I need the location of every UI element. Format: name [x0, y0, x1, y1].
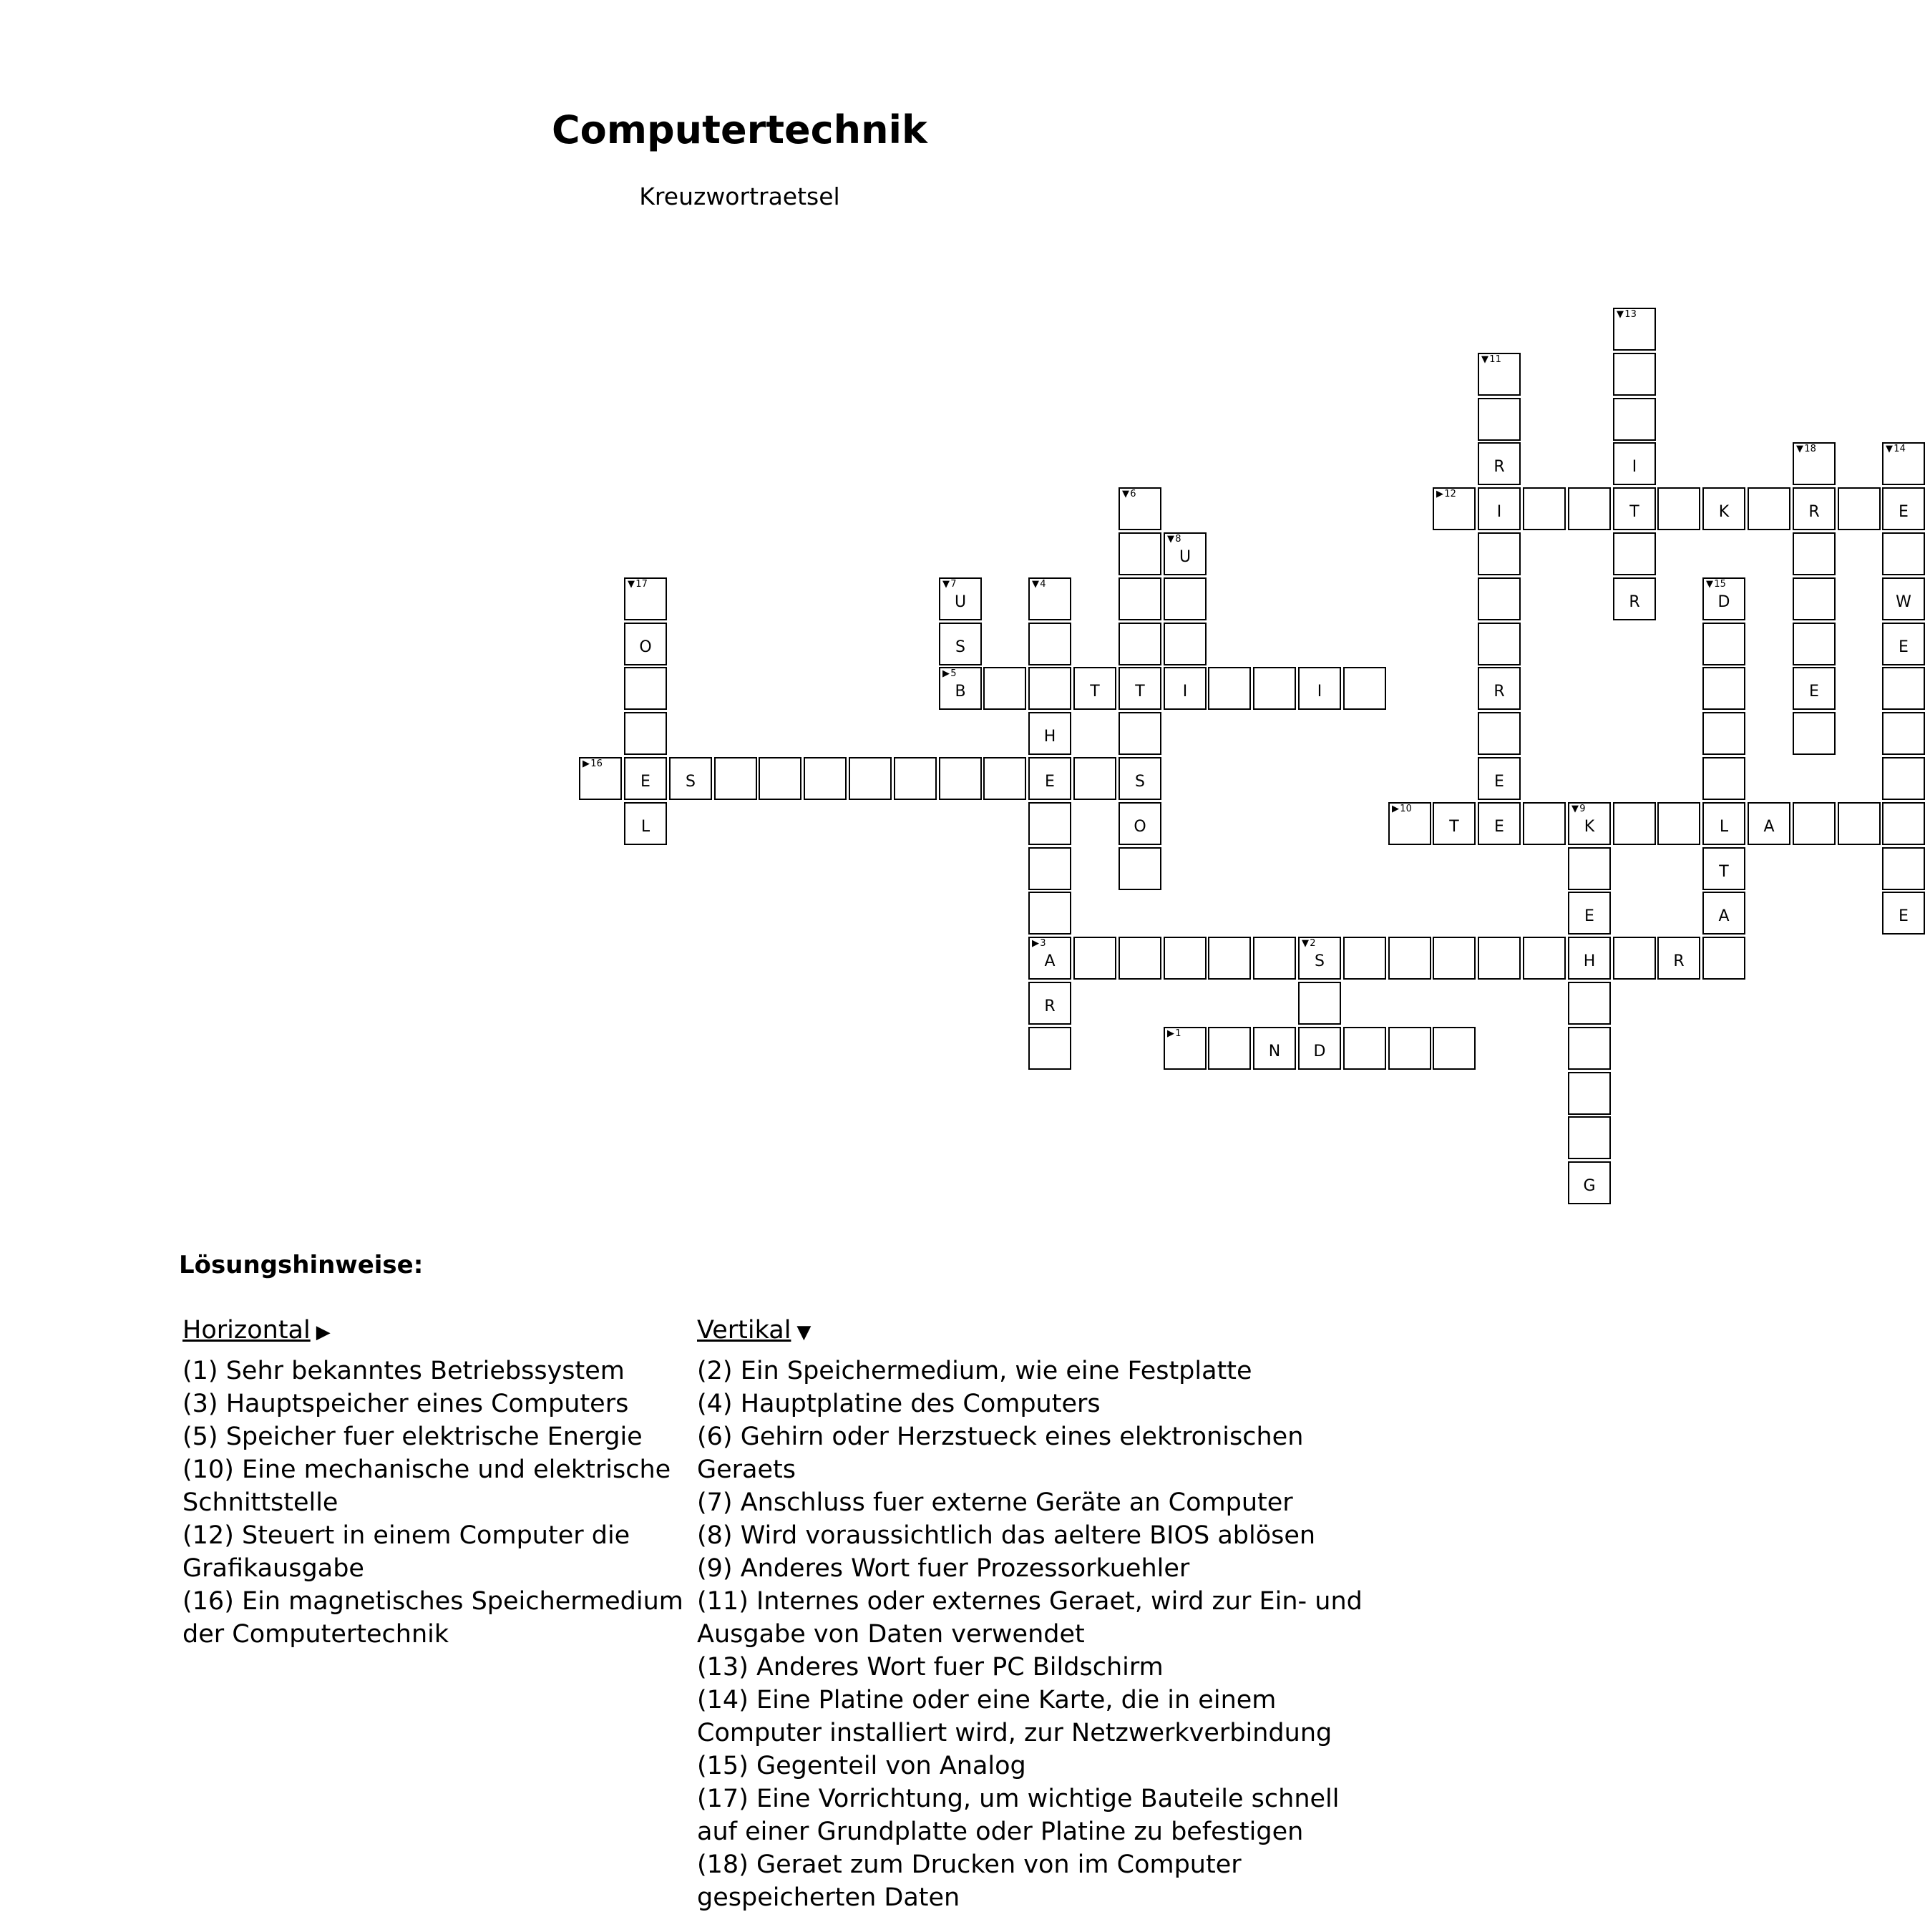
clue-number: ▼ 15 [1706, 579, 1726, 590]
cell-letter: K [1718, 503, 1730, 521]
crossword-cell[interactable] [1298, 1027, 1341, 1070]
crossword-cell[interactable] [1478, 667, 1521, 710]
crossword-cell[interactable] [1748, 802, 1790, 845]
right-arrow-icon: ▶ [316, 1322, 331, 1343]
crossword-cell[interactable] [1478, 712, 1521, 755]
crossword-cell[interactable] [1702, 892, 1745, 935]
crossword-cell[interactable] [1568, 982, 1611, 1025]
cell-letter: E [1899, 638, 1909, 656]
crossword-cell[interactable] [1253, 1027, 1296, 1070]
crossword-cell[interactable] [1882, 667, 1925, 710]
clue-down-11: (11) Internes oder externes Geraet, wird zur Ein- und Ausgabe von Daten verwendet [697, 1587, 1363, 1649]
crossword-cell[interactable] [1568, 1161, 1611, 1204]
cell-letter: U [1179, 548, 1191, 566]
crossword-cell[interactable] [1882, 802, 1925, 845]
crossword-cell[interactable] [939, 757, 982, 800]
clue-down-17: (17) Eine Vorrichtung, um wichtige Bauteile schnell auf einer Grundplatte oder Platine zu befestigen [697, 1785, 1340, 1846]
cell-letter: R [1044, 997, 1056, 1015]
crossword-cell[interactable] [1702, 623, 1745, 665]
cell-letter: L [1719, 818, 1729, 836]
crossword-cell[interactable] [1882, 487, 1925, 530]
clue-down-6: (6) Gehirn oder Herzstueck eines elektronischen Geraets [697, 1423, 1304, 1484]
crossword-cell[interactable] [579, 757, 622, 800]
clue-number: ▼ 11 [1481, 354, 1501, 365]
clue-down-13: (13) Anderes Wort fuer PC Bildschirm [697, 1653, 1164, 1682]
cell-letter: E [640, 773, 650, 791]
cell-letter: H [1583, 952, 1596, 970]
crossword-cell[interactable] [1119, 532, 1161, 575]
crossword-cell[interactable] [1882, 712, 1925, 755]
clue-down-9: (9) Anderes Wort fuer Prozessorkuehler [697, 1554, 1190, 1583]
crossword-cell[interactable] [1028, 847, 1071, 890]
cell-letter: A [1044, 952, 1056, 970]
crossword-cell[interactable] [624, 757, 667, 800]
crossword-cell[interactable] [1793, 487, 1836, 530]
crossword-cell[interactable] [1028, 802, 1071, 845]
crossword-cell[interactable] [983, 667, 1026, 710]
crossword-cell[interactable] [1478, 623, 1521, 665]
cell-letter: R [1493, 683, 1505, 701]
cell-letter: L [640, 818, 650, 836]
cell-letter: E [1584, 907, 1594, 925]
clue-number: ▶ 5 [942, 668, 957, 679]
crossword-cell[interactable] [1478, 577, 1521, 620]
crossword-cell[interactable] [1702, 577, 1745, 620]
crossword-cell[interactable] [1613, 532, 1656, 575]
cell-letter: R [1673, 952, 1685, 970]
cell-letter: E [1494, 773, 1504, 791]
crossword-cell[interactable] [1028, 982, 1071, 1025]
crossword-cell[interactable] [1028, 623, 1071, 665]
crossword-cell[interactable] [1119, 937, 1161, 980]
crossword-cell[interactable] [1253, 667, 1296, 710]
cell-letter: T [1090, 683, 1100, 701]
horizontal-clues [182, 1314, 683, 1651]
cell-letter: R [1493, 458, 1505, 476]
cell-letter: T [1449, 818, 1459, 836]
crossword-cell[interactable] [624, 623, 667, 665]
crossword-cell[interactable] [1433, 487, 1476, 530]
crossword-cell[interactable] [1613, 308, 1656, 351]
crossword-cell[interactable] [624, 802, 667, 845]
cell-letter: O [1134, 818, 1146, 836]
hints-heading: Lösungshinweise: [179, 1251, 424, 1279]
crossword-cell[interactable] [1164, 532, 1207, 575]
crossword-cell[interactable] [1568, 487, 1611, 530]
clue-down-18: (18) Geraet zum Drucken von im Computer gespeicherten Daten [697, 1850, 1242, 1912]
cell-letter: U [954, 593, 967, 611]
cell-letter: I [1632, 458, 1637, 476]
crossword-cell[interactable] [1702, 757, 1745, 800]
crossword-cell[interactable] [1702, 937, 1745, 980]
crossword-cell[interactable] [1208, 937, 1251, 980]
clue-number: ▼ 7 [942, 579, 957, 590]
crossword-cell[interactable] [1882, 577, 1925, 620]
crossword-cell[interactable] [1613, 398, 1656, 441]
crossword-cell[interactable] [759, 757, 801, 800]
cell-letter: T [1629, 503, 1639, 521]
cell-letter: H [1043, 728, 1056, 746]
crossword-cell[interactable] [1657, 487, 1700, 530]
clue-across-1: (1) Sehr bekanntes Betriebssystem [182, 1357, 625, 1385]
crossword-cell[interactable] [1657, 937, 1700, 980]
crossword-cell[interactable] [1478, 487, 1521, 530]
crossword-cell[interactable] [1702, 802, 1745, 845]
cell-letter: E [1809, 683, 1819, 701]
crossword-cell[interactable] [1793, 667, 1836, 710]
crossword-cell[interactable] [1164, 1027, 1207, 1070]
horizontal-heading-line [182, 1314, 683, 1349]
crossword-cell[interactable] [1298, 667, 1341, 710]
crossword-cell[interactable] [1478, 802, 1521, 845]
crossword-cell[interactable] [1882, 847, 1925, 890]
crossword-cell[interactable] [1073, 937, 1116, 980]
crossword-cell[interactable] [1478, 353, 1521, 396]
cell-letter: O [639, 638, 652, 656]
crossword-cell[interactable] [1478, 937, 1521, 980]
crossword-cell[interactable] [1028, 757, 1071, 800]
crossword-cell[interactable] [1119, 667, 1161, 710]
crossword-cell[interactable] [983, 757, 1026, 800]
clue-across-16: (16) Ein magnetisches Speichermedium der Computertechnik [182, 1587, 683, 1649]
page-subtitle: Kreuzwortraetsel [639, 182, 840, 210]
clue-number: ▼ 9 [1571, 804, 1586, 814]
crossword-cell[interactable] [1793, 577, 1836, 620]
crossword-cell[interactable] [894, 757, 937, 800]
cell-letter: D [1717, 593, 1730, 611]
crossword-cell[interactable] [1164, 937, 1207, 980]
clue-down-14: (14) Eine Platine oder eine Karte, die in einem Computer installiert wird, zur Netzwerkverbindung [697, 1686, 1332, 1747]
crossword-cell[interactable] [1568, 847, 1611, 890]
cell-letter: S [686, 773, 696, 791]
crossword-cell[interactable] [1882, 892, 1925, 935]
cell-letter: G [1583, 1177, 1596, 1195]
crossword-cell[interactable] [1343, 667, 1386, 710]
crossword-cell[interactable] [1433, 937, 1476, 980]
down-arrow-icon: ▼ [796, 1322, 812, 1343]
crossword-cell[interactable] [1388, 1027, 1431, 1070]
cell-letter: R [1808, 503, 1820, 521]
crossword-cell[interactable] [1164, 667, 1207, 710]
vertical-clues [697, 1314, 1384, 1914]
crossword-cell[interactable] [1433, 1027, 1476, 1070]
crossword-cell[interactable] [624, 712, 667, 755]
crossword-cell[interactable] [804, 757, 847, 800]
crossword-cell[interactable] [1702, 712, 1745, 755]
cell-letter: A [1763, 818, 1775, 836]
crossword-cell[interactable] [939, 577, 982, 620]
crossword-cell[interactable] [1028, 712, 1071, 755]
clue-number: ▶ 1 [1167, 1028, 1181, 1039]
crossword-cell[interactable] [1613, 577, 1656, 620]
crossword-cell[interactable] [1568, 1116, 1611, 1159]
crossword-cell[interactable] [669, 757, 712, 800]
clue-down-8: (8) Wird voraussichtlich das aeltere BIOS ablösen [697, 1521, 1316, 1550]
crossword-cell[interactable] [1702, 667, 1745, 710]
cell-letter: I [1496, 503, 1502, 521]
crossword-cell[interactable] [1028, 1027, 1071, 1070]
crossword-cell[interactable] [1028, 577, 1071, 620]
crossword-cell[interactable] [1882, 442, 1925, 485]
horizontal-heading: Horizontal [182, 1316, 311, 1345]
crossword-cell[interactable] [1882, 532, 1925, 575]
clue-number: ▼ 6 [1122, 489, 1136, 499]
crossword-cell[interactable] [1478, 532, 1521, 575]
crossword-cell[interactable] [1568, 1027, 1611, 1070]
crossword-cell[interactable] [1164, 623, 1207, 665]
crossword-cell[interactable] [1657, 802, 1700, 845]
crossword-cell[interactable] [1388, 802, 1431, 845]
clue-across-10: (10) Eine mechanische und elektrische Schnittstelle [182, 1455, 671, 1517]
crossword-cell[interactable] [1119, 577, 1161, 620]
crossword-cell[interactable] [1793, 442, 1836, 485]
crossword-cell[interactable] [624, 577, 667, 620]
clue-down-7: (7) Anschluss fuer externe Geräte an Computer [697, 1488, 1293, 1517]
clue-number: ▶ 12 [1436, 489, 1456, 499]
crossword-cell[interactable] [1793, 532, 1836, 575]
crossword-cell[interactable] [1613, 937, 1656, 980]
cell-letter: T [1719, 863, 1729, 881]
crossword-cell[interactable] [1119, 623, 1161, 665]
clue-number: ▶ 16 [583, 758, 603, 769]
crossword-cell[interactable] [1793, 623, 1836, 665]
crossword-cell[interactable] [1702, 487, 1745, 530]
crossword-cell[interactable] [1568, 802, 1611, 845]
crossword-cell[interactable] [1523, 802, 1566, 845]
clue-down-4: (4) Hauptplatine des Computers [697, 1390, 1101, 1418]
clue-down-2: (2) Ein Speichermedium, wie eine Festplatte [697, 1357, 1252, 1385]
cell-letter: E [1899, 907, 1909, 925]
crossword-cell[interactable] [1433, 802, 1476, 845]
cell-letter: I [1182, 683, 1188, 701]
cell-letter: S [955, 638, 965, 656]
crossword-cell[interactable] [1613, 442, 1656, 485]
cell-letter: S [1135, 773, 1145, 791]
crossword-cell[interactable] [1793, 802, 1836, 845]
crossword-cell[interactable] [849, 757, 892, 800]
crossword-cell[interactable] [714, 757, 757, 800]
crossword-cell[interactable] [1119, 802, 1161, 845]
cell-letter: T [1135, 683, 1145, 701]
crossword-cell[interactable] [1343, 937, 1386, 980]
crossword-cell[interactable] [1208, 667, 1251, 710]
crossword-cell[interactable] [1478, 398, 1521, 441]
crossword-cell[interactable] [1208, 1027, 1251, 1070]
crossword-cell[interactable] [1838, 487, 1881, 530]
crossword-cell[interactable] [1073, 667, 1116, 710]
vertical-heading-line [697, 1314, 1384, 1349]
cell-letter: I [1317, 683, 1322, 701]
clue-number: ▼ 8 [1167, 534, 1181, 545]
clue-number: ▶ 10 [1392, 804, 1412, 814]
crossword-cell[interactable] [1478, 442, 1521, 485]
clue-number: ▼ 2 [1302, 938, 1316, 949]
clue-number: ▼ 18 [1796, 444, 1816, 454]
cell-letter: E [1494, 818, 1504, 836]
clue-across-5: (5) Speicher fuer elektrische Energie [182, 1423, 643, 1451]
cell-letter: D [1313, 1043, 1326, 1060]
clue-number: ▶ 3 [1032, 938, 1046, 949]
clue-number: ▼ 13 [1617, 309, 1637, 320]
vertical-heading: Vertikal [697, 1316, 791, 1345]
clue-across-3: (3) Hauptspeicher eines Computers [182, 1390, 629, 1418]
crossword-cell[interactable] [1298, 982, 1341, 1025]
cell-letter: S [1315, 952, 1325, 970]
crossword-cell[interactable] [1702, 847, 1745, 890]
crossword-cell[interactable] [939, 623, 982, 665]
clue-number: ▼ 4 [1032, 579, 1046, 590]
crossword-cell[interactable] [1298, 937, 1341, 980]
clue-down-15: (15) Gegenteil von Analog [697, 1752, 1026, 1780]
crossword-cell[interactable] [1253, 937, 1296, 980]
cell-letter: R [1629, 593, 1640, 611]
crossword-cell[interactable] [1119, 847, 1161, 890]
crossword-cell[interactable] [1793, 712, 1836, 755]
crossword-cell[interactable] [1119, 712, 1161, 755]
crossword-cell[interactable] [939, 667, 982, 710]
crossword-cell[interactable] [1613, 353, 1656, 396]
crossword-cell[interactable] [1523, 487, 1566, 530]
cell-letter: E [1899, 503, 1909, 521]
cell-letter: E [1045, 773, 1055, 791]
crossword-cell[interactable] [1119, 487, 1161, 530]
crossword-cell[interactable] [1478, 757, 1521, 800]
cell-letter: A [1718, 907, 1730, 925]
crossword-cell[interactable] [624, 667, 667, 710]
crossword-cell[interactable] [1568, 1072, 1611, 1115]
clue-number: ▼ 17 [628, 579, 648, 590]
crossword-cell[interactable] [1838, 802, 1881, 845]
crossword-cell[interactable] [1388, 937, 1431, 980]
crossword-cell[interactable] [1523, 937, 1566, 980]
crossword-cell[interactable] [1748, 487, 1790, 530]
crossword-cell[interactable] [1882, 623, 1925, 665]
cell-letter: W [1896, 593, 1911, 611]
crossword-cell[interactable] [1073, 757, 1116, 800]
crossword-cell[interactable] [1164, 577, 1207, 620]
crossword-cell[interactable] [1568, 937, 1611, 980]
crossword-cell[interactable] [1613, 802, 1656, 845]
cell-letter: B [955, 683, 966, 701]
clue-number: ▼ 14 [1886, 444, 1906, 454]
page-title: Computertechnik [552, 107, 927, 152]
crossword-cell[interactable] [1882, 757, 1925, 800]
crossword-cell[interactable] [1613, 487, 1656, 530]
crossword-cell[interactable] [1028, 667, 1071, 710]
crossword-cell[interactable] [1568, 892, 1611, 935]
crossword-cell[interactable] [1028, 937, 1071, 980]
crossword-cell[interactable] [1343, 1027, 1386, 1070]
crossword-cell[interactable] [1119, 757, 1161, 800]
cell-letter: N [1268, 1043, 1281, 1060]
clue-across-12: (12) Steuert in einem Computer die Grafikausgabe [182, 1521, 630, 1583]
crossword-cell[interactable] [1028, 892, 1071, 935]
cell-letter: K [1584, 818, 1595, 836]
